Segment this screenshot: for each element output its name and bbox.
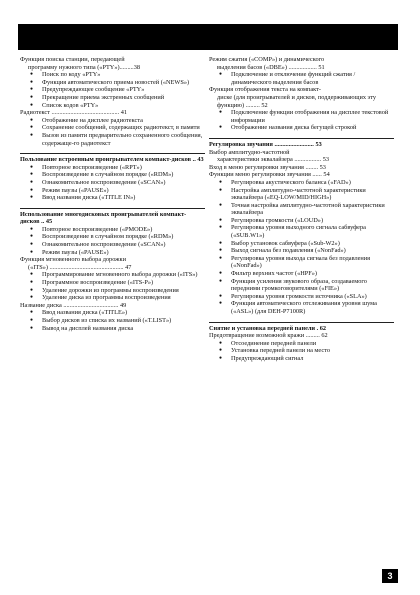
- toc-bullet-item: ● Ознакомительное воспроизведение («SCAN»): [20, 179, 205, 187]
- toc-bullet-item: ● Программирование мгновенного выбора дорожки («ITS»): [20, 271, 205, 279]
- toc-bullet-item: ● Подключение функции отображения на дисплее текстовой информации: [209, 109, 394, 124]
- toc-bullet-item: ● Список кодов «PTY»: [20, 102, 205, 110]
- page-number: 3: [382, 569, 398, 583]
- toc-section-heading: Снятие и установка передней панели . 62: [209, 322, 394, 333]
- toc-entry-continuation: программу нужного типа («PTY»).........38: [28, 63, 141, 71]
- toc-section-heading: Использование многодисковых проигрывателей компакт-дисков .. 45: [20, 208, 205, 226]
- toc-bullet-item: ● Ознакомительное воспроизведение («SCAN»): [20, 241, 205, 249]
- toc-bullet-item: ● Фильтр верхних частот («HPF»): [209, 270, 394, 278]
- toc-bullet-item: ● Воспроизведение в случайном порядке («RDM»): [20, 171, 205, 179]
- toc-bullet-item: ● Повторное воспроизведение («RPT»): [20, 164, 205, 172]
- toc-bullet-item: ● Функция автоматического приема новостей («NEWS»): [20, 79, 205, 87]
- toc-bullet-item: ● Режим паузы («PAUSE»): [20, 249, 205, 257]
- toc-bullet-item: ● Программное воспроизведение («ITS-P»): [20, 279, 205, 287]
- toc-section-heading: Пользование встроенным проигрывателем компакт-дисков .. 43: [20, 153, 205, 164]
- toc-entry: Выбор амплитудно-частотной: [209, 148, 290, 156]
- toc-bullet-item: ● Регулировка уровня громкости источника («SLA»): [209, 293, 394, 301]
- toc-bullet-item: ● Выбор установок сабвуфера («Sub-W2»): [209, 240, 394, 248]
- toc-entry: Вход в меню регулировки звучания ........ 53: [209, 163, 326, 171]
- toc-bullet-item: ● Режим паузы («PAUSE»): [20, 187, 205, 195]
- toc-bullet-item: ● Удаление дорожки из программы воспроизведения: [20, 287, 205, 295]
- toc-entry: Предотвращение возможной кражи ......... 62: [209, 332, 328, 340]
- toc-bullet-item: ● Регулировка громкости («LOUD»): [209, 217, 394, 225]
- toc-bullet-item: ● Точная настройка амплитудно-частотной характеристики эквалайзера: [209, 202, 394, 217]
- toc-entry: Режим сжатия («COMP») и динамического: [209, 56, 325, 63]
- header-black-bar: [18, 24, 398, 50]
- toc-bullet-item: ● Поиск по коду «PTY»: [20, 71, 205, 79]
- toc-bullet-item: ● Предупреждающее сообщение «PTY»: [20, 86, 205, 94]
- toc-bullet-item: ● Прекращение приема экстренных сообщений: [20, 94, 205, 102]
- toc-bullet-item: ● Повторное воспроизведение («PMODE»): [20, 226, 205, 234]
- toc-bullet-item: ● Вывод на дисплей названия диска: [20, 325, 205, 333]
- toc-bullet-item: ● Воспроизведение в случайном порядке («RDM»): [20, 233, 205, 241]
- toc-bullet-item: ● Регулировка акустического баланса («FAD»): [209, 179, 394, 187]
- toc-entry: Функция отображения текста на компакт-: [209, 86, 321, 94]
- toc-bullet-item: ● Выход сигнала без подавления («NonFad»): [209, 247, 394, 255]
- toc-entry: Название диска ................................... 49: [20, 301, 127, 309]
- toc-right-column: [209, 56, 394, 363]
- toc-bullet-item: ● Выбор дисков из списка их названий («T.LIST»): [20, 317, 205, 325]
- toc-bullet-item: ● Регулировка уровня выхода сигнала без подавления («NonFad»): [209, 255, 394, 270]
- toc-bullet-item: ● Ввод названия диска («TITLE IN»): [20, 194, 205, 202]
- toc-entry-continuation: характеристики эквалайзера ................. 53: [217, 156, 330, 164]
- toc-entry: Функция поиска станции, передающей: [20, 56, 125, 63]
- toc-bullet-item: ● Настройка амплитудно-частотной характеристики эквалайзера («EQ-LOW/MID/HIGH»): [209, 187, 394, 202]
- toc-entry: Функция мгновенного выбора дорожки: [20, 256, 126, 264]
- toc-entry: Радиотекст ........................................... 41: [20, 109, 128, 117]
- toc-entry-continuation: выделения басов («DBE») .................. 51: [217, 63, 325, 71]
- toc-entry-continuation: («ITS») ............................................... 47: [28, 263, 132, 271]
- toc-bullet-item: ● Отображение на дисплее радиотекста: [20, 117, 205, 125]
- toc-bullet-item: ● Отображение названия диска бегущей строкой: [209, 124, 394, 132]
- toc-bullet-item: ● Вызов из памяти предварительно сохраненного сообщения, содержаще-го радиотекст: [20, 132, 205, 147]
- toc-section-heading: Регулировка звучания ......................... 53: [209, 138, 394, 149]
- toc-bullet-item: ● Функция усиления звукового образа, создаваемого передними громкоговорителями («FIE»): [209, 278, 394, 293]
- toc-entry: Функции меню регулировки звучания ...... 54: [209, 171, 330, 179]
- toc-entry-continuation: диске (для проигрывателей и дисков, поддерживающих эту функцию) ......... 52: [217, 93, 377, 109]
- toc-bullet-item: ● Функция автоматического отслеживания уровня шума («ASL») (для DEH-P7100R): [209, 300, 394, 315]
- toc-bullet-item: ● Регулировка уровня выходного сигнала сабвуфера («SUB.W1»): [209, 224, 394, 239]
- toc-bullet-item: ● Отсоединение передней панели: [209, 340, 394, 348]
- toc-bullet-item: ● Предупреждающий сигнал: [209, 355, 394, 363]
- toc-bullet-item: ● Удаление диска из программы воспроизведения: [20, 294, 205, 302]
- toc-left-column: [20, 56, 205, 332]
- toc-bullet-item: ● Сохранение сообщений, содержащих радиотекст, в памяти: [20, 124, 205, 132]
- toc-bullet-item: ● Подключение и отключение функций сжатия / динамического выделения басов: [209, 71, 394, 86]
- toc-bullet-item: ● Установка передней панели на место: [209, 347, 394, 355]
- toc-bullet-item: ● Ввод названия диска («TITLE»): [20, 309, 205, 317]
